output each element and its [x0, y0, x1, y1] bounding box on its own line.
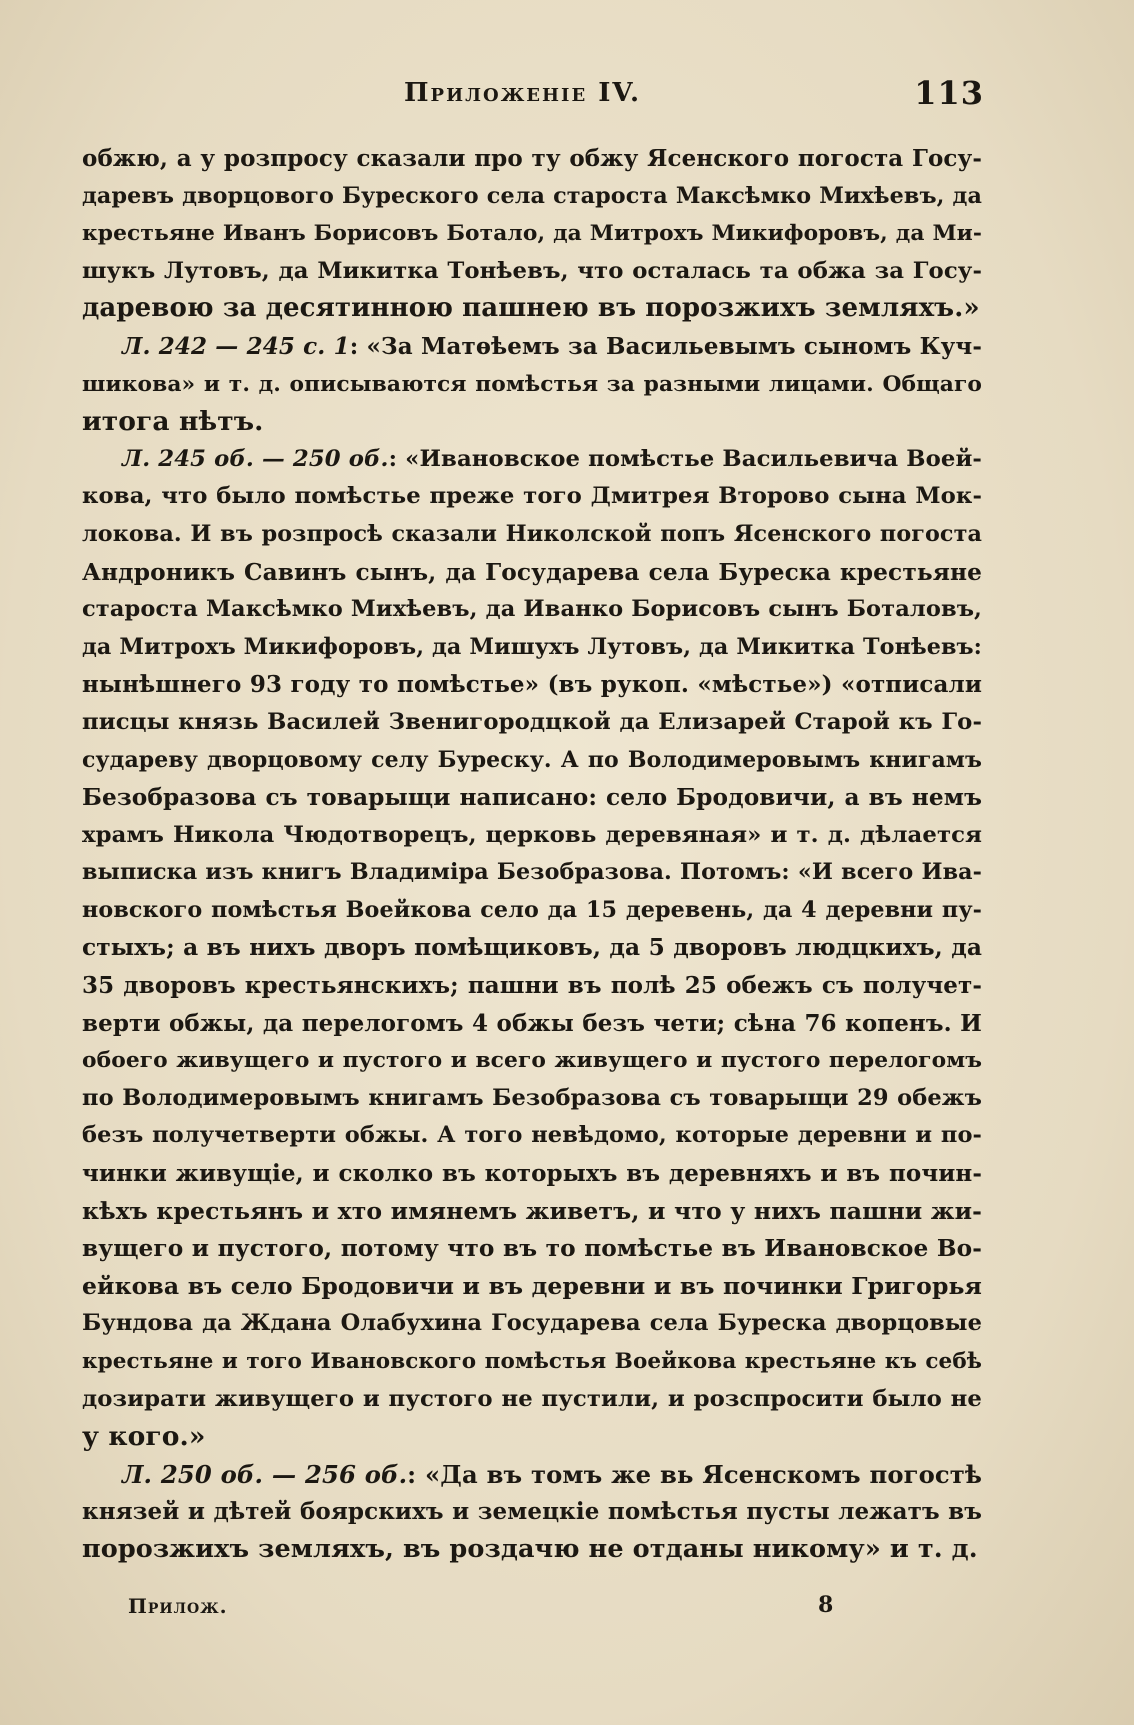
text-line	[82, 290, 982, 328]
running-head	[84, 74, 984, 118]
text-line	[82, 892, 982, 930]
text-line	[82, 253, 982, 291]
text-line	[82, 215, 982, 253]
text-line	[82, 140, 982, 178]
line-text: : «Ивановское помѣстье Васильевича Воей-	[388, 445, 982, 472]
line-text: судареву дворцовому селу Буреску. А по Володимеровымъ книгамъ	[82, 746, 982, 773]
line-text: безъ получетверти обжы. А того невѣдомо, которые деревни и по-	[82, 1122, 982, 1149]
text-line	[82, 1042, 982, 1080]
page-footer	[128, 1594, 848, 1628]
line-text: обоего живущего и пустого и всего живущего и пустого перелогомъ	[82, 1048, 982, 1074]
text-line	[82, 1080, 982, 1118]
line-text: локова. И въ розпросѣ сказали Николской попъ Ясенского погоста	[82, 520, 982, 547]
line-text: верти обжы, да перелогомъ 4 обжы безъ чети; сѣна 76 копенъ. И	[82, 1009, 982, 1037]
line-text: у кого.»	[82, 1421, 206, 1453]
page-number: 113	[914, 74, 984, 112]
line-text: староста Максѣмко Михѣевъ, да Иванко Борисовъ сынъ Боталовъ,	[82, 596, 982, 623]
text-line	[82, 591, 982, 629]
text-line	[82, 178, 982, 216]
line-text: крестьяне Иванъ Борисовъ Ботало, да Митрохъ Микифоровъ, да Ми-	[82, 221, 982, 247]
text-line	[82, 1456, 982, 1494]
text-line	[82, 742, 982, 780]
line-text: князей и дѣтей боярскихъ и земецкіе помѣстья пусты лежатъ въ	[82, 1498, 982, 1526]
folio-reference: Л. 250 об. — 256 об.	[122, 1459, 408, 1489]
signature-label: Прилож.	[128, 1594, 228, 1618]
text-line	[82, 666, 982, 704]
text-line	[82, 1193, 982, 1231]
body-text	[82, 140, 982, 1569]
line-text: даревою за десятинною пашнею въ порозжихъ земляхъ.»	[82, 293, 980, 324]
line-text: по Володимеровымъ книгамъ Безобразова съ товарыщи 29 обежъ	[82, 1084, 982, 1111]
text-line	[82, 403, 982, 441]
line-text: вущего и пустого, потому что въ то помѣстье въ Ивановское Во-	[82, 1235, 982, 1263]
line-text: кова, что было помѣстье преже того Дмитрея Второво сына Мок-	[82, 483, 982, 510]
line-text: 35 дворовъ крестьянскихъ; пашни въ полѣ 25 обежъ съ получет-	[82, 972, 982, 1000]
line-text: чинки живущіе, и сколко въ которыхъ въ деревняхъ и въ почин-	[82, 1160, 982, 1188]
folio-reference: Л. 242 — 245 с. 1	[122, 332, 350, 360]
line-text: шикова» и т. д. описываются помѣстья за разными лицами. Общаго	[82, 371, 982, 397]
text-line	[82, 704, 982, 742]
line-text: крестьяне и того Ивановского помѣстья Воейкова крестьяне къ себѣ	[82, 1349, 982, 1374]
running-title: Приложеніе IV.	[404, 78, 642, 108]
text-line	[82, 1418, 982, 1456]
text-line	[82, 1493, 982, 1531]
line-text: итога нѣтъ.	[82, 406, 264, 438]
folio-reference: Л. 245 об. — 250 об.	[122, 445, 389, 472]
text-line	[82, 1155, 982, 1193]
line-text: дозирати живущего и пустого не пустили, и розспросити было не	[82, 1385, 982, 1412]
line-text: Бундова да Ждана Олабухина Государева села Буреска дворцовые	[82, 1310, 982, 1337]
text-line	[82, 554, 982, 592]
line-text: порозжихъ земляхъ, въ роздачю не отданы никому» и т. д.	[82, 1533, 978, 1564]
text-line	[82, 854, 982, 892]
line-text: писцы князь Василей Звенигородцкой да Елизарей Старой къ Го-	[82, 708, 982, 735]
line-text: да Митрохъ Микифоровъ, да Мишухъ Лутовъ, да Микитка Тонѣевъ:	[82, 633, 982, 660]
text-line	[82, 967, 982, 1005]
text-line	[82, 1268, 982, 1306]
line-text: стыхъ; а въ нихъ дворъ помѣщиковъ, да 5 дворовъ людцкихъ, да	[82, 934, 982, 962]
text-line	[82, 629, 982, 667]
text-line	[82, 516, 982, 554]
line-text: обжю, а у розпросу сказали про ту обжу Ясенского погоста Госу-	[82, 145, 982, 172]
line-text: новского помѣстья Воейкова село да 15 деревень, да 4 деревни пу-	[82, 896, 982, 923]
text-line	[82, 366, 982, 404]
text-line	[82, 779, 982, 817]
line-text: : «Да въ томъ же вь Ясенскомъ погостѣ	[407, 1459, 982, 1489]
line-text: храмъ Никола Чюдотворецъ, церковь деревяная» и т. д. дѣлается	[82, 821, 982, 848]
text-line	[82, 478, 982, 516]
line-text: : «За Матѳѣемъ за Васильевымъ сыномъ Куч-	[349, 332, 982, 360]
line-text: шукъ Лутовъ, да Микитка Тонѣевъ, что осталась та обжа за Госу-	[82, 257, 982, 284]
line-text: Андроникъ Савинъ сынъ, да Государева села Буреска крестьяне	[82, 558, 982, 586]
text-line	[82, 1381, 982, 1419]
text-line	[82, 441, 982, 479]
line-text: нынѣшнего 93 году то помѣстье» (въ рукоп. «мѣстье») «отписали	[82, 671, 982, 699]
text-line	[82, 1005, 982, 1043]
text-line	[82, 929, 982, 967]
text-line	[82, 328, 982, 366]
line-text: даревъ дворцового Буреского села староста Максѣмко Михѣевъ, да	[82, 182, 982, 209]
text-line	[82, 1230, 982, 1268]
line-text: кѣхъ крестьянъ и хто имянемъ живетъ, и что у нихъ пашни жи-	[82, 1196, 982, 1225]
text-line	[82, 1343, 982, 1381]
line-text: ейкова въ село Бродовичи и въ деревни и въ починки Григорья	[82, 1271, 982, 1300]
text-line	[82, 1305, 982, 1343]
line-text: Безобразова съ товарыщи написано: село Бродовичи, а въ немъ	[82, 784, 982, 812]
line-text: выписка изъ книгъ Владиміра Безобразова. Потомъ: «И всего Ива-	[82, 859, 982, 886]
text-line	[82, 1117, 982, 1155]
text-line	[82, 1531, 982, 1569]
signature-number: 8	[818, 1592, 834, 1618]
text-line	[82, 817, 982, 855]
